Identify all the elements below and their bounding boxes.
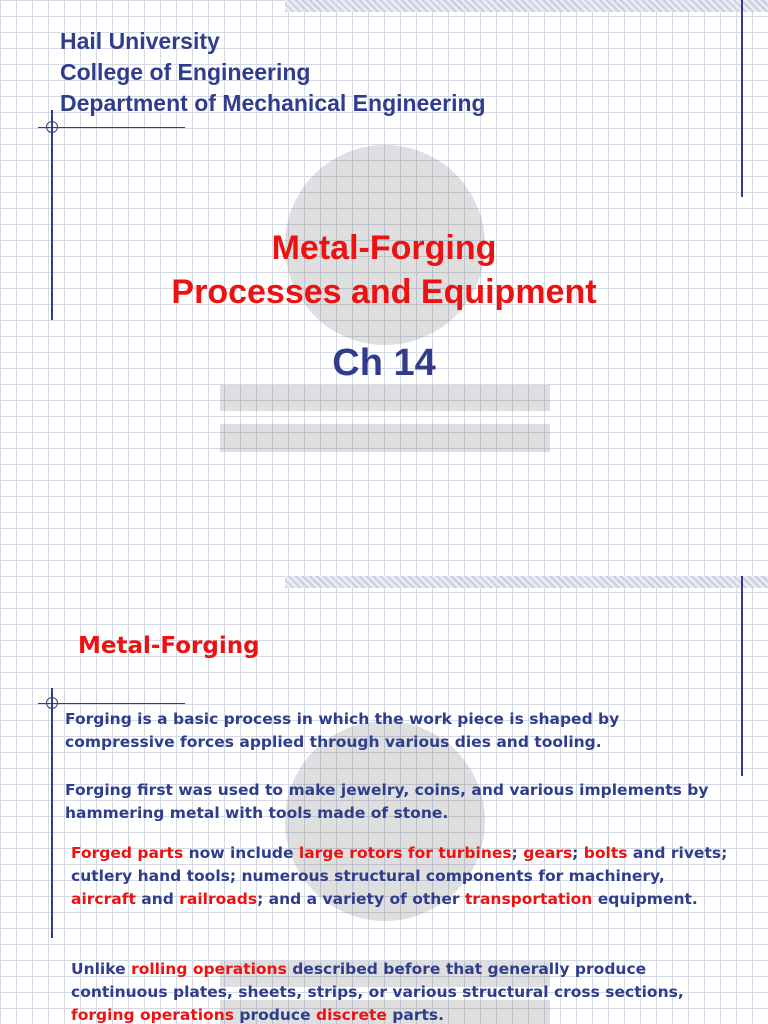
decoration-hline xyxy=(38,127,185,128)
text-run: Unlike xyxy=(71,960,132,978)
title-line-2: Processes and Equipment xyxy=(171,273,597,311)
text-run: ; xyxy=(572,844,584,862)
text-run: and xyxy=(135,890,180,908)
text-run: ; and a variety of other xyxy=(257,890,465,908)
text-run: and rivets; cutlery hand tools; numerous structural components for machinery, xyxy=(71,844,728,885)
corner-decoration-bar xyxy=(285,576,768,588)
text-run: described before that generally produce continuous plates, sheets, strips, or various structural cross sections, xyxy=(71,960,684,1001)
decoration-hline xyxy=(38,703,185,704)
title-line-1: Metal-Forging xyxy=(271,229,497,267)
text-run: ; xyxy=(511,844,524,862)
right-decoration-line xyxy=(741,576,743,776)
department-name: Department of Mechanical Engineering xyxy=(60,90,486,116)
highlighted-term: bolts xyxy=(583,844,628,862)
highlighted-term: large rotors for turbines xyxy=(298,844,512,862)
right-decoration-line xyxy=(741,0,743,197)
left-decoration-line xyxy=(51,688,53,938)
paragraph-forged-parts xyxy=(71,842,731,911)
institution-header xyxy=(60,26,486,119)
chapter-label: Ch 14 xyxy=(332,342,436,384)
college-name: College of Engineering xyxy=(60,59,311,85)
highlighted-term: Forged parts xyxy=(71,844,184,862)
highlighted-term: rolling operations xyxy=(131,960,287,978)
decoration-circle xyxy=(46,121,58,133)
highlighted-term: transportation xyxy=(464,890,593,908)
paragraph-forging-definition: Forging is a basic process in which the work piece is shaped by compressive forces applied through various dies and tooling. xyxy=(65,710,620,751)
highlighted-term: aircraft xyxy=(71,890,136,908)
slide-title xyxy=(0,226,768,314)
section-heading: Metal-Forging xyxy=(78,633,260,659)
paragraph-forging-vs-rolling xyxy=(71,958,711,1024)
highlighted-term: gears xyxy=(523,844,573,862)
corner-decoration-bar xyxy=(285,0,768,12)
text-run: now include xyxy=(183,844,299,862)
paragraph-forging-history: Forging first was used to make jewelry, coins, and various implements by hammering metal with tools made of stone. xyxy=(65,781,709,822)
highlighted-term: forging operations xyxy=(71,1006,234,1024)
content-slide xyxy=(0,576,768,1024)
university-name: Hail University xyxy=(60,28,220,54)
text-run: produce xyxy=(233,1006,316,1024)
highlighted-term: railroads xyxy=(179,890,258,908)
highlighted-term: discrete xyxy=(315,1006,387,1024)
decoration-circle xyxy=(46,697,58,709)
text-run: parts. xyxy=(386,1006,445,1024)
text-run: equipment. xyxy=(592,890,698,908)
